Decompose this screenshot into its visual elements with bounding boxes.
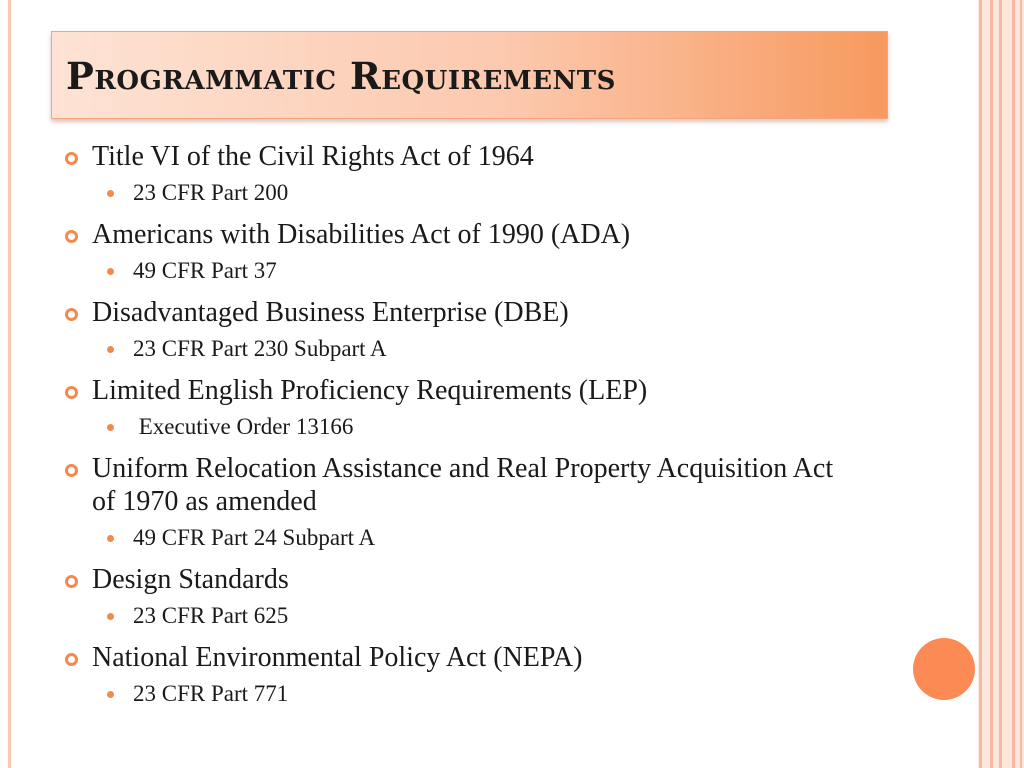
sub-list-item-text: 49 CFR Part 24 Subpart A [133, 525, 376, 550]
list-item [62, 296, 862, 329]
sub-list-item [62, 335, 862, 363]
dot-bullet-icon [107, 424, 114, 431]
list-item [62, 641, 862, 674]
sub-list-item-text: 23 CFR Part 200 [133, 180, 289, 205]
list-item-text: Design Standards [92, 564, 289, 595]
decorative-circle-icon [913, 638, 975, 700]
title-bar [51, 31, 888, 119]
slide-title: Programmatic Requirements [66, 54, 616, 98]
dot-bullet-icon [107, 613, 114, 620]
sub-list-item-text: 23 CFR Part 625 [133, 603, 289, 628]
sub-list-item [62, 524, 862, 552]
sub-list-item-text: Executive Order 13166 [133, 414, 354, 439]
right-border-line [990, 0, 993, 768]
list-item-text: Title VI of the Civil Rights Act of 1964 [92, 141, 534, 172]
sub-list-item [62, 602, 862, 630]
list-item-text: Limited English Proficiency Requirements (LEP) [92, 375, 648, 406]
list-item [62, 218, 862, 251]
list-item [62, 140, 862, 173]
ring-bullet-icon [65, 653, 78, 666]
dot-bullet-icon [107, 190, 114, 197]
ring-bullet-icon [65, 152, 78, 165]
ring-bullet-icon [65, 308, 78, 321]
list-item-text: Uniform Relocation Assistance and Real Property Acquisition Act of 1970 as amended [92, 453, 834, 517]
list-item [62, 374, 862, 407]
dot-bullet-icon [107, 268, 114, 275]
list-item [62, 563, 862, 596]
list-item-text: Americans with Disabilities Act of 1990 (ADA) [92, 219, 631, 250]
dot-bullet-icon [107, 535, 114, 542]
dot-bullet-icon [107, 346, 114, 353]
list-item-text: Disadvantaged Business Enterprise (DBE) [92, 297, 569, 328]
right-border-line [979, 0, 982, 768]
ring-bullet-icon [65, 386, 78, 399]
ring-bullet-icon [65, 464, 78, 477]
left-border-line [8, 0, 11, 768]
sub-list-item [62, 257, 862, 285]
sub-list-item [62, 413, 862, 441]
list-item [62, 452, 862, 518]
sub-list-item-text: 23 CFR Part 771 [133, 681, 289, 706]
sub-list-item [62, 179, 862, 207]
right-border-line [1020, 0, 1022, 768]
bullet-list [62, 140, 862, 708]
ring-bullet-icon [65, 575, 78, 588]
right-border-line [999, 0, 1002, 768]
list-item-text: National Environmental Policy Act (NEPA) [92, 642, 583, 673]
right-border-line [1012, 0, 1015, 768]
sub-list-item [62, 680, 862, 708]
dot-bullet-icon [107, 691, 114, 698]
ring-bullet-icon [65, 230, 78, 243]
sub-list-item-text: 49 CFR Part 37 [133, 258, 277, 283]
sub-list-item-text: 23 CFR Part 230 Subpart A [133, 336, 387, 361]
